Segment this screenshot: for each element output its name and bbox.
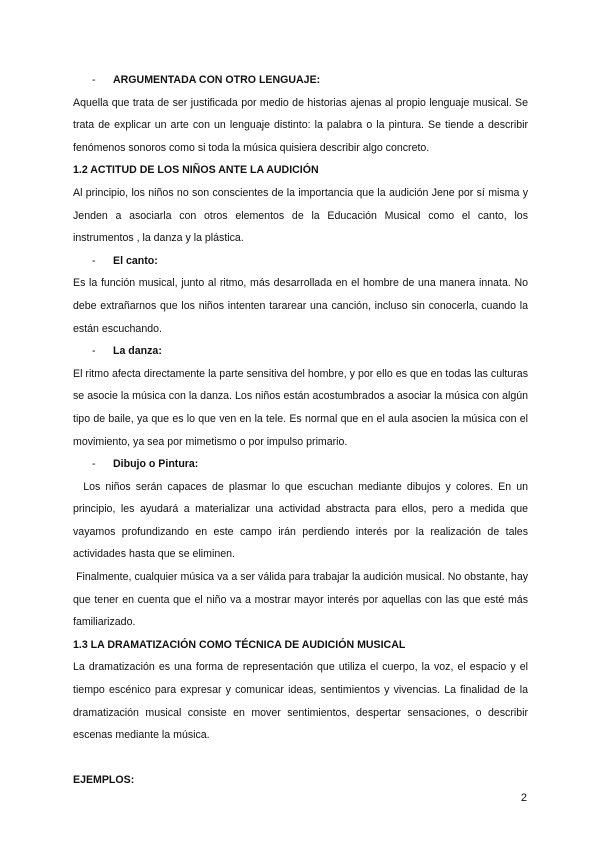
bullet-dibujo-pintura [73, 453, 528, 476]
bullet-el-canto [73, 250, 528, 273]
bullet-label: La danza: [113, 345, 162, 358]
paragraph-finalmente: Finalmente, cualquier música va a ser válida para trabajar la audición musical. No obstante, hay que tener en cuenta que el niño va a mostrar mayor interés por aquellas con las que esté más familiarizado. [73, 571, 531, 629]
section-heading-1-3: 1.3 LA DRAMATIZACIÓN COMO TÉCNICA DE AUDICIÓN MUSICAL [73, 638, 406, 651]
bullet-dash: - [92, 345, 96, 358]
bullet-dash: - [92, 458, 96, 471]
bullet-dash: - [92, 74, 96, 86]
paragraph-argumentada: Aquella que trata de ser justificada por medio de historias ajenas al propio lenguaje musical. Se trata de explicar un arte con un lenguaje distinto: la palabra o la pintura. Se tiende a describir fenómenos sonoros como si toda la música quisiera describir algo concreto. [73, 96, 528, 154]
paragraph-danza: El ritmo afecta directamente la parte sensitiva del hombre, y por ello es que en todas las culturas se asocie la música con la danza. Los niños están acostumbrados a asociar la música con algún tipo de baile, ya que es lo que ven en la tele. Es normal que en el aula asocien la música con el movimiento, ya sea por mimetismo o por impulso primario. [73, 367, 528, 448]
bullet-label: Dibujo o Pintura: [113, 458, 199, 471]
paragraph-dibujo: Los niños serán capaces de plasmar lo que escuchan mediante dibujos y colores. En un principio, les ayudará a materializar una actividad abstracta para ellos, pero a medida que vayamos profundizando en este campo irán perdiendo interés por la realización de tales actividades hasta que se eliminen. [73, 480, 531, 561]
bullet-dash: - [92, 254, 96, 267]
paragraph-actitud: Al principio, los niños no son conscientes de la importancia que la audición Jene por sí misma y Jenden a asociarla con otros elementos de la Educación Musical como el canto, los instrumentos , la danza y la plástica. [73, 186, 528, 245]
paragraph-canto: Es la función musical, junto al ritmo, más desarrollada en el hombre de una manera innata. No debe extrañarnos que los niños intenten tararear una canción, incluso sin conocerla, cuando la están escuchando. [73, 277, 528, 335]
blank-line [73, 747, 528, 770]
bullet-label: ARGUMENTADA CON OTRO LENGUAJE: [113, 74, 321, 86]
paragraph-dramatizacion: La dramatización es una forma de representación que utiliza el cuerpo, la voz, el espacio y el tiempo escénico para expresar y comunicar ideas, sentimientos y vivencias. La finalidad de la dramatización musical consiste en mover sentimientos, despertar sensaciones, o describir escenas mediante la música. [73, 661, 528, 742]
ejemplos-heading: EJEMPLOS: [73, 774, 135, 787]
bullet-label: El canto: [113, 254, 158, 267]
document-body [73, 69, 531, 792]
bullet-argumentada [73, 69, 528, 92]
bullet-la-danza [73, 340, 528, 363]
page-number: 2 [520, 792, 527, 804]
section-heading-1-2: 1.2 ACTITUD DE LOS NIÑOS ANTE LA AUDICIÓN [73, 164, 319, 177]
